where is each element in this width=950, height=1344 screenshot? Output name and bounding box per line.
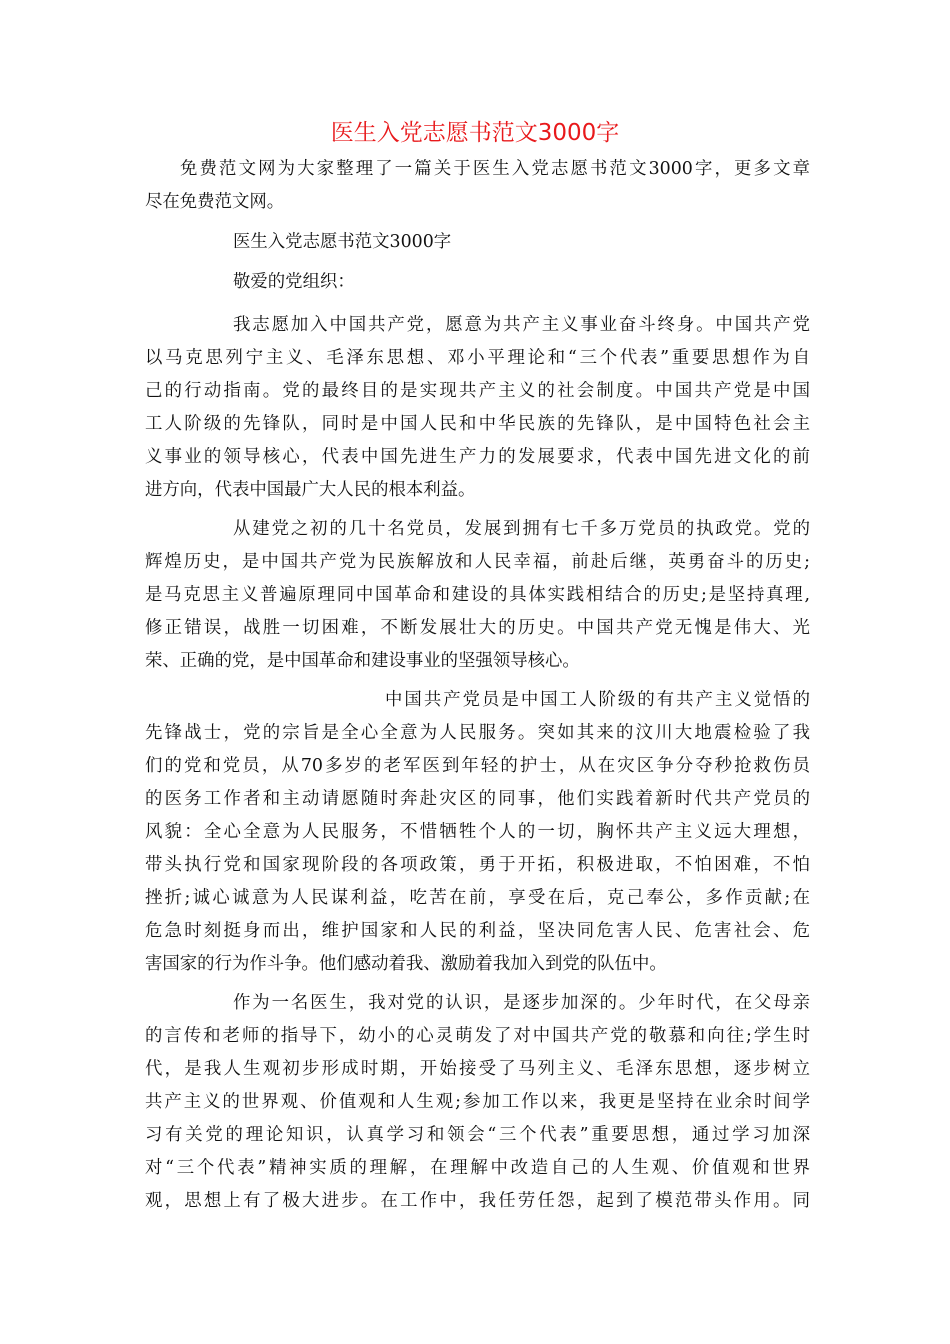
text-line: 代，是我人生观初步形成时期，开始接受了马列主义、毛泽东思想，逐步树立 xyxy=(145,1059,810,1079)
text-line: 荣、正确的党，是中国革命和建设事业的坚强领导核心。 xyxy=(145,651,580,671)
text-line: 作为一名医生，我对党的认识，是逐步加深的。少年时代，在父母亲 xyxy=(233,993,810,1013)
text-line: 辉煌历史，是中国共产党为民族解放和人民幸福，前赴后继，英勇奋斗的历史; xyxy=(145,552,810,572)
text-line: 修正错误，战胜一切困难，不断发展壮大的历史。中国共产党无愧是伟大、光 xyxy=(145,618,810,638)
text-line: 尽在免费范文网。 xyxy=(145,192,285,212)
paragraph-2 xyxy=(145,513,810,678)
text-line: 免费范文网为大家整理了一篇关于医生入党志愿书范文3000字，更多文章 xyxy=(180,159,810,179)
text-line: 是马克思主义普遍原理同中国革命和建设的具体实践相结合的历史;是坚持真理, xyxy=(145,585,810,605)
text-line: 对“三个代表”精神实质的理解，在理解中改造自己的人生观、价值观和世界 xyxy=(145,1158,810,1178)
text-line: 中国共产党员是中国工人阶级的有共产主义觉悟的 xyxy=(385,690,810,710)
text-line: 挫折;诚心诚意为人民谋利益，吃苦在前，享受在后，克己奉公，多作贡献;在 xyxy=(145,888,810,908)
salutation: 敬爱的党组织： xyxy=(233,272,355,292)
text-line: 先锋战士，党的宗旨是全心全意为人民服务。突如其来的汶川大地震检验了我 xyxy=(145,723,810,743)
text-line: 以马克思列宁主义、毛泽东思想、邓小平理论和“三个代表”重要思想作为自 xyxy=(145,348,810,368)
intro-paragraph xyxy=(145,153,810,219)
text-line: 工人阶级的先锋队，同时是中国人民和中华民族的先锋队，是中国特色社会主 xyxy=(145,414,810,434)
text-line: 观，思想上有了极大进步。在工作中，我任劳任怨，起到了模范带头作用。同 xyxy=(145,1191,810,1211)
text-line: 我志愿加入中国共产党，愿意为共产主义事业奋斗终身。中国共产党 xyxy=(233,315,810,335)
text-line: 习有关党的理论知识，认真学习和领会“三个代表”重要思想，通过学习加深 xyxy=(145,1125,810,1145)
text-line: 的言传和老师的指导下，幼小的心灵萌发了对中国共产党的敬慕和向往;学生时 xyxy=(145,1026,810,1046)
text-line: 带头执行党和国家现阶段的各项政策，勇于开拓，积极进取，不怕困难，不怕 xyxy=(145,855,810,875)
text-line: 共产主义的世界观、价值观和人生观;参加工作以来，我更是坚持在业余时间学 xyxy=(145,1092,810,1112)
text-line: 进方向，代表中国最广大人民的根本利益。 xyxy=(145,480,476,500)
text-line: 风貌：全心全意为人民服务，不惜牺牲个人的一切，胸怀共产主义远大理想， xyxy=(145,822,810,842)
document-title: 医生入党志愿书范文3000字 xyxy=(330,120,620,146)
subtitle: 医生入党志愿书范文3000字 xyxy=(233,232,452,252)
text-line: 的医务工作者和主动请愿随时奔赴灾区的同事，他们实践着新时代共产党员的 xyxy=(145,789,810,809)
text-line: 己的行动指南。党的最终目的是实现共产主义的社会制度。中国共产党是中国 xyxy=(145,381,810,401)
paragraph-1 xyxy=(145,309,810,507)
paragraph-3 xyxy=(145,684,810,981)
text-line: 们的党和党员，从70多岁的老军医到年轻的护士，从在灾区争分夺秒抢救伤员 xyxy=(145,756,810,776)
text-line: 危急时刻挺身而出，维护国家和人民的利益，坚决同危害人民、危害社会、危 xyxy=(145,921,810,941)
text-line: 义事业的领导核心，代表中国先进生产力的发展要求，代表中国先进文化的前 xyxy=(145,447,810,467)
paragraph-4 xyxy=(145,987,810,1218)
text-line: 害国家的行为作斗争。他们感动着我、激励着我加入到党的队伍中。 xyxy=(145,954,667,974)
text-line: 从建党之初的几十名党员，发展到拥有七千多万党员的执政党。党的 xyxy=(233,519,810,539)
